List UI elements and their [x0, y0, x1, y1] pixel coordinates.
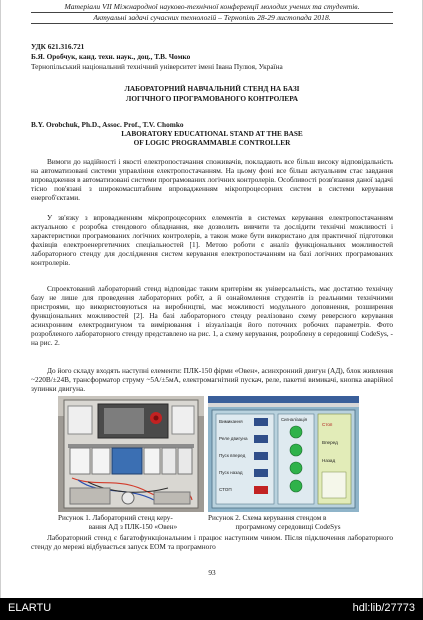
screen-button-stop [254, 486, 268, 494]
paragraph-4: До його складу входять наступні елементи: ПЛК-150 фірми «Овен», асинхронний двигун (АД), блок живлення ~220В/±24В, трансформатор струму ~5А/±5мА, електромагнітний пускач, реле, пакетні вимикачі, кнопка аварійної зупинки двигуна. [31, 366, 393, 394]
screen-button-relay [254, 435, 268, 443]
screen-label-motor-relay: Реле двигуна [219, 436, 248, 441]
screen-button-backward [254, 469, 268, 477]
header-rule-bottom [31, 23, 393, 24]
screen-button-forward [254, 452, 268, 460]
screen-label-stop: СТОП [219, 487, 232, 492]
running-header-line1: Матеріали VII Міжнародної науково-технічної конференції молодих учених та студентів. [64, 2, 360, 11]
footer-handle-link[interactable]: hdl:lib/27773 [352, 602, 415, 614]
paragraph-1: Вимоги до надійності і якості електропостачання споживачів, покладають все більш високу відповідальність на автоматизовані системи управління електропостачанням. На цьому фоні все більш актуальним стає завдання впровадження в автоматизовані системи програмованих логічних контролерів. Особливості розв'язання даної задачі тісно пов'язані з широкомасштабним впровадженням мікропроцесорних систем в системи керування енергоб'єктами. [31, 157, 393, 203]
running-header-line2: Актуальні задачі сучасних технологій – Тернопіль 28-29 листопада 2018. [93, 13, 331, 22]
screen-label-signals: Сигналізація [281, 417, 307, 422]
udc-code: УДК 621.316.721 [31, 42, 85, 51]
screen-label-start-backward: Пуск назад [219, 470, 243, 475]
figure-2-screen [208, 396, 359, 512]
screen-label-backward: Назад [322, 458, 336, 463]
indicator-lamp-2 [290, 444, 302, 456]
indicator-lamp-3 [290, 462, 302, 474]
indicator-lamp-4 [290, 480, 302, 492]
affiliation: Тернопільський національний технічний університет імені Івана Пулюя, Україна [31, 62, 283, 71]
figure-2-caption-line1: Рисунок 2. Схема керування стендом в [208, 514, 327, 522]
screen-label-start-forward: Пуск вперед [219, 453, 246, 458]
viewer-footer-bar [0, 598, 423, 620]
title-en-line2: OF LOGIC PROGRAMMABLE CONTROLLER [133, 138, 291, 147]
screen-label-forward: Вперед [322, 440, 338, 445]
figure-1-photo [58, 396, 204, 512]
screen-label-off: Вимикання [219, 419, 243, 424]
closing-paragraph: Лабораторний стенд є багатофункціональним і працює наступним чином. Після підключення лабораторного стенду до мережі відбувається запуск ЕОМ та програмного [31, 533, 393, 552]
authors-en: B.Y. Orobchuk, Ph.D., Assoc. Prof., T.V. Chomko [31, 120, 184, 129]
indicator-lamp-1 [290, 426, 302, 438]
title-ua-line1: ЛАБОРАТОРНИЙ НАВЧАЛЬНИЙ СТЕНД НА БАЗІ [124, 84, 300, 93]
authors-ua: Б.Я. Оробчук, канд. техн. наук., доц., Т.В. Чомко [31, 52, 191, 61]
title-ua-line2: ЛОГІЧНОГО ПРОГРАМОВАНОГО КОНТРОЛЕРА [125, 94, 299, 103]
title-en-line1: LABORATORY EDUCATIONAL STAND AT THE BASE [121, 129, 303, 138]
figure-1-caption-line1: Рисунок 1. Лабораторний стенд керу- [58, 514, 173, 522]
footer-repository-name: ELARTU [8, 602, 52, 614]
screen-button-off [254, 418, 268, 426]
page-number: 93 [208, 568, 216, 577]
figure-2-caption-line2: програмному середовищі CodeSys [235, 523, 341, 531]
figure-1-caption-line2: вання АД з ПЛК-150 «Овен» [88, 523, 178, 531]
paragraph-2: У зв'язку з впровадженням мікропроцесорних елементів в системах керування електропостачанням актуальною є розробка стендового обладнання, яке дозволить вивчити та дослідити технічні можливості і характеристики програмованих логічних контролерів, а також може бути використано для практичної підготовки фахівців електроенергетичних спеціальностей [1]. Метою роботи є аналіз функціональних можливостей лабораторного стенду для дослідження систем керування електропостачанням на базі логічних програмованих контролерів. [31, 213, 393, 268]
paragraph-3: Спроектований лабораторний стенд відповідає таким критеріям як універсальність, має достатню технічну базу не лише для проведення лабораторних робіт, а й ознайомлення студентів із реальними технічними пристроями, що використовуються на виробництві, має можливості модульного доповнення, розширення функціональних можливостей [2]. На базі лабораторного стенду реалізовано схему реверсного керування асинхронним електродвигуном та вимірювання і візуалізація його поточних робочих параметрів. Фото розробленого лабораторного стенду представлено на рис. 1, а схему керування, розроблену в середовищі CodeSys, - на рис. 2. [31, 284, 393, 348]
screen-label-stop-right: Стоп [322, 422, 333, 427]
